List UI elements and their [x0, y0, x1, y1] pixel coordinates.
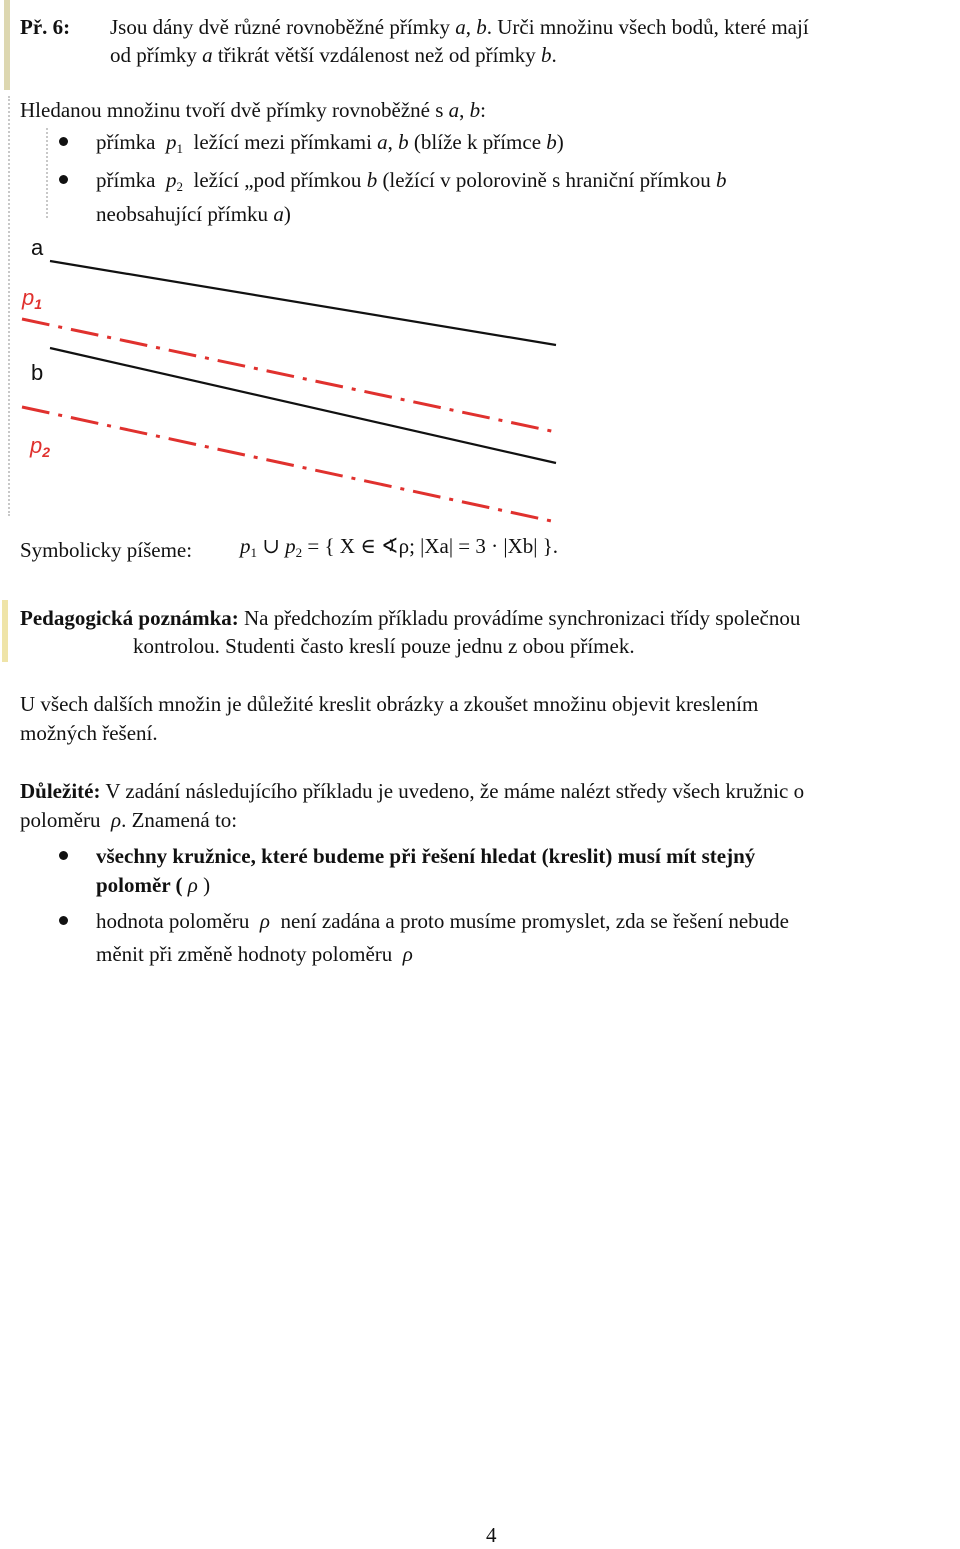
solution-item2-line2: neobsahující přímku a) — [96, 202, 291, 226]
label-p1: $p_1$ — [22, 285, 43, 312]
paragraph-line2: možných řešení. — [20, 721, 158, 745]
bullet — [59, 851, 68, 860]
parallel-lines-figure — [0, 225, 600, 530]
symbolic-formula: $p_1$ ∪ $p_2$ = { X ∈ ∢ρ; |Xa| = 3 · |Xb| }. — [240, 534, 559, 560]
bullet — [59, 175, 68, 184]
exercise-margin-bar — [4, 0, 10, 90]
important-line2: poloměru ρ. Znamená to: — [20, 808, 238, 832]
important-bullet1-line2: poloměr ( ρ ) — [96, 873, 211, 897]
symbolic-label: Symbolicky píšeme: — [20, 538, 193, 562]
label-p2: $p_2$ — [30, 433, 51, 460]
note-line2: kontrolou. Studenti často kreslí pouze jednu z obou přímek. — [133, 634, 635, 658]
label-a: a — [31, 235, 44, 260]
solution-intro: Hledanou množinu tvoří dvě přímky rovnoběžné s a, b: — [20, 98, 486, 122]
paragraph-line1: U všech dalších množin je důležité kreslit obrázky a zkoušet množinu objevit kreslením — [20, 692, 759, 716]
figure-inner-line — [46, 128, 48, 218]
exercise-label: Př. 6: — [20, 15, 71, 39]
solution-item1: přímka $p_1$ ležící mezi přímkami a, b (blíže k přímce b) — [96, 130, 564, 156]
page-number: 4 — [486, 1523, 497, 1547]
important-line1: Důležité: V zadání následujícího příkladu je uvedeno, že máme nalézt středy všech kružnic o — [20, 779, 805, 803]
line-a — [50, 261, 556, 345]
exercise-task-line2: od přímky a třikrát větší vzdálenost než od přímky b. — [110, 43, 557, 67]
important-bullet2-line1: hodnota poloměru ρ není zadána a proto musíme promyslet, zda se řešení nebude — [96, 909, 789, 933]
set-definition: = { X ∈ ∢ρ; |Xa| = 3 · |Xb| }. — [307, 534, 559, 558]
bullet — [59, 137, 68, 146]
line-b — [50, 348, 556, 463]
exercise-task-line1: Jsou dány dvě různé rovnoběžné přímky a, b. Urči množinu všech bodů, které mají — [110, 15, 809, 39]
important-bullet1-line1: všechny kružnice, které budeme při řešení hledat (kreslit) musí mít stejný — [96, 844, 756, 868]
line-p1 — [22, 319, 556, 432]
note-margin-bar — [2, 600, 8, 662]
bullet — [59, 916, 68, 925]
note-line1: Pedagogická poznámka: Na předchozím příkladu provádíme synchronizaci třídy společnou — [20, 606, 801, 630]
solution-item2: přímka $p_2$ ležící „pod přímkou b (ležící v polorovině s hraniční přímkou b — [96, 168, 727, 194]
line-p2 — [22, 407, 556, 522]
important-bullet2-line2: měnit při změně hodnoty poloměru ρ — [96, 942, 413, 966]
label-b: b — [31, 360, 44, 385]
